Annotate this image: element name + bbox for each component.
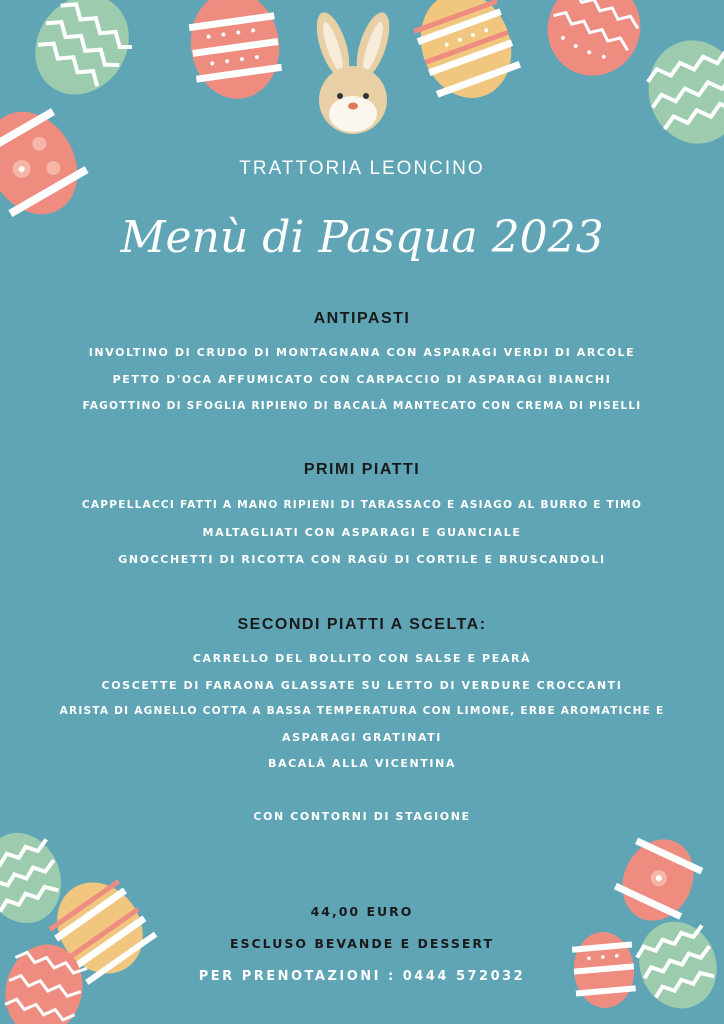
booking-phone: PER PRENOTAZIONI : 0444 572032	[198, 969, 526, 984]
bunny-icon	[310, 9, 396, 134]
dish-item: PETTO D'OCA AFFUMICATO CON CARPACCIO DI ASPARAGI BIANCHI	[112, 373, 612, 386]
green-egg-icon	[637, 30, 724, 154]
dish-item: MALTAGLIATI CON ASPARAGI E GUANCIALE	[202, 526, 522, 539]
page-title: Menù di Pasqua 2023	[120, 212, 604, 263]
dish-item: FAGOTTINO DI SFOGLIA RIPIENO DI BACALÀ MANTECATO CON CREMA DI PISELLI	[82, 400, 642, 412]
green-egg-icon	[627, 911, 724, 1020]
section-title-antipasti: ANTIPASTI	[313, 310, 411, 327]
section-title-secondi: SECONDI PIATTI A SCELTA:	[237, 616, 487, 633]
dish-item: ARISTA DI AGNELLO COTTA A BASSA TEMPERATURA CON LIMONE, ERBE AROMATICHE E	[59, 705, 665, 717]
dish-item: CARRELLO DEL BOLLITO CON SALSE E PEARÀ	[192, 652, 532, 665]
excluded-note: ESCLUSO BEVANDE E DESSERT	[229, 936, 495, 951]
dish-item: GNOCCHETTI DI RICOTTA CON RAGÙ DI CORTILE E BRUSCANDOLI	[118, 553, 606, 566]
sides-note: CON CONTORNI DI STAGIONE	[253, 810, 471, 823]
yellow-egg-icon	[406, 0, 526, 111]
dish-item: BACALÀ ALLA VICENTINA	[267, 757, 457, 770]
dish-item: ASPARAGI GRATINATI	[282, 731, 442, 744]
price: 44,00 EURO	[310, 904, 414, 919]
pink-egg-icon	[532, 0, 656, 91]
restaurant-name: TRATTORIA LEONCINO	[239, 158, 485, 179]
dish-item: COSCETTE DI FARAONA GLASSATE SU LETTO DI VERDURE CROCCANTI	[101, 679, 623, 692]
dish-item: INVOLTINO DI CRUDO DI MONTAGNANA CON ASPARAGI VERDI DI ARCOLE	[88, 346, 636, 359]
green-egg-icon	[16, 0, 148, 113]
pink-egg-icon	[184, 0, 286, 105]
section-title-primi: PRIMI PIATTI	[303, 461, 421, 478]
dish-item: CAPPELLACCI FATTI A MANO RIPIENI DI TARASSACO E ASIAGO AL BURRO E TIMO	[81, 499, 643, 511]
